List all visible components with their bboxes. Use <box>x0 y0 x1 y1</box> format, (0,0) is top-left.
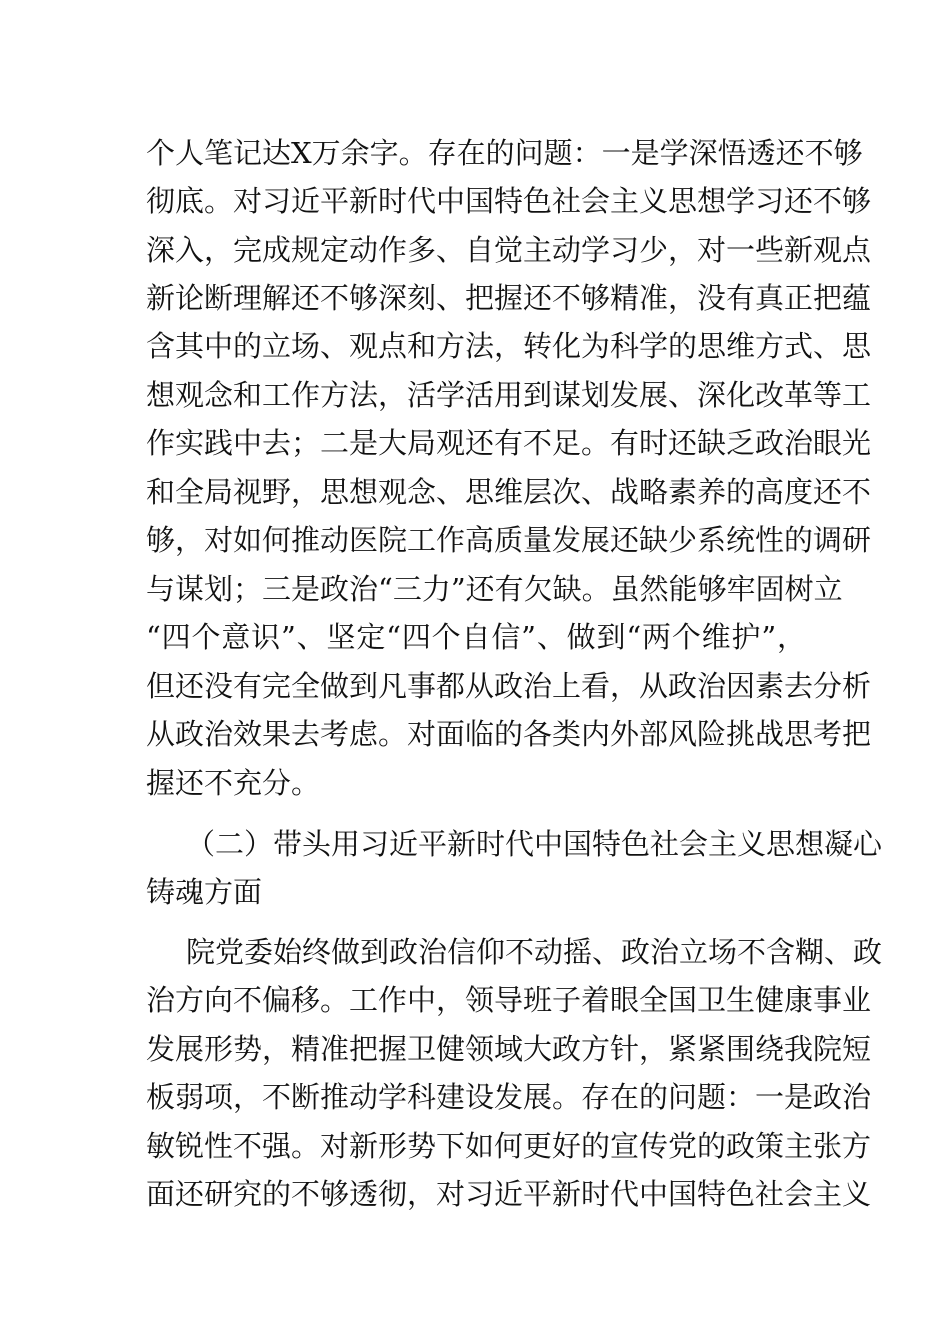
text-line: 但还没有完全做到凡事都从政治上看，从政治因素去分析 <box>146 669 872 703</box>
text-line: 深入，完成规定动作多、自觉主动学习少，对一些新观点 <box>146 233 872 267</box>
text-line: 敏锐性不强。对新形势下如何更好的宣传党的政策主张方 <box>146 1129 872 1163</box>
text-line: 和全局视野，思想观念、思维层次、战略素养的高度还不 <box>146 475 872 509</box>
text-line: 个人笔记达X万余字。存在的问题：一是学深悟透还不够 <box>146 136 863 170</box>
text-line: 握还不充分。 <box>146 766 321 800</box>
text-line: 板弱项，不断推动学科建设发展。存在的问题：一是政治 <box>146 1080 872 1114</box>
text-line: “四个意识”、坚定“四个自信”、做到“两个维护”， <box>146 620 806 654</box>
text-line: 彻底。对习近平新时代中国特色社会主义思想学习还不够 <box>146 184 872 218</box>
text-line: 发展形势，精准把握卫健领域大政方针，紧紧围绕我院短 <box>146 1032 872 1066</box>
text-line: 含其中的立场、观点和方法，转化为科学的思维方式、思 <box>146 329 872 363</box>
text-line: 作实践中去；二是大局观还有不足。有时还缺乏政治眼光 <box>146 426 872 460</box>
text-line: 想观念和工作方法，活学活用到谋划发展、深化改革等工 <box>146 378 872 412</box>
text-line: 从政治效果去考虑。对面临的各类内外部风险挑战思考把 <box>146 717 872 751</box>
text-line: 院党委始终做到政治信仰不动摇、政治立场不含糊、政 <box>186 935 883 969</box>
heading-line: （二）带头用习近平新时代中国特色社会主义思想凝心 <box>186 827 883 861</box>
text-line: 新论断理解还不够深刻、把握还不够精准，没有真正把蕴 <box>146 281 872 315</box>
text-line: 面还研究的不够透彻，对习近平新时代中国特色社会主义 <box>146 1177 872 1211</box>
text-line: 够，对如何推动医院工作高质量发展还缺少系统性的调研 <box>146 523 872 557</box>
text-line: 与谋划；三是政治“三力”还有欠缺。虽然能够牢固树立 <box>146 572 843 606</box>
heading-line: 铸魂方面 <box>146 875 263 909</box>
text-line: 治方向不偏移。工作中，领导班子着眼全国卫生健康事业 <box>146 983 872 1017</box>
